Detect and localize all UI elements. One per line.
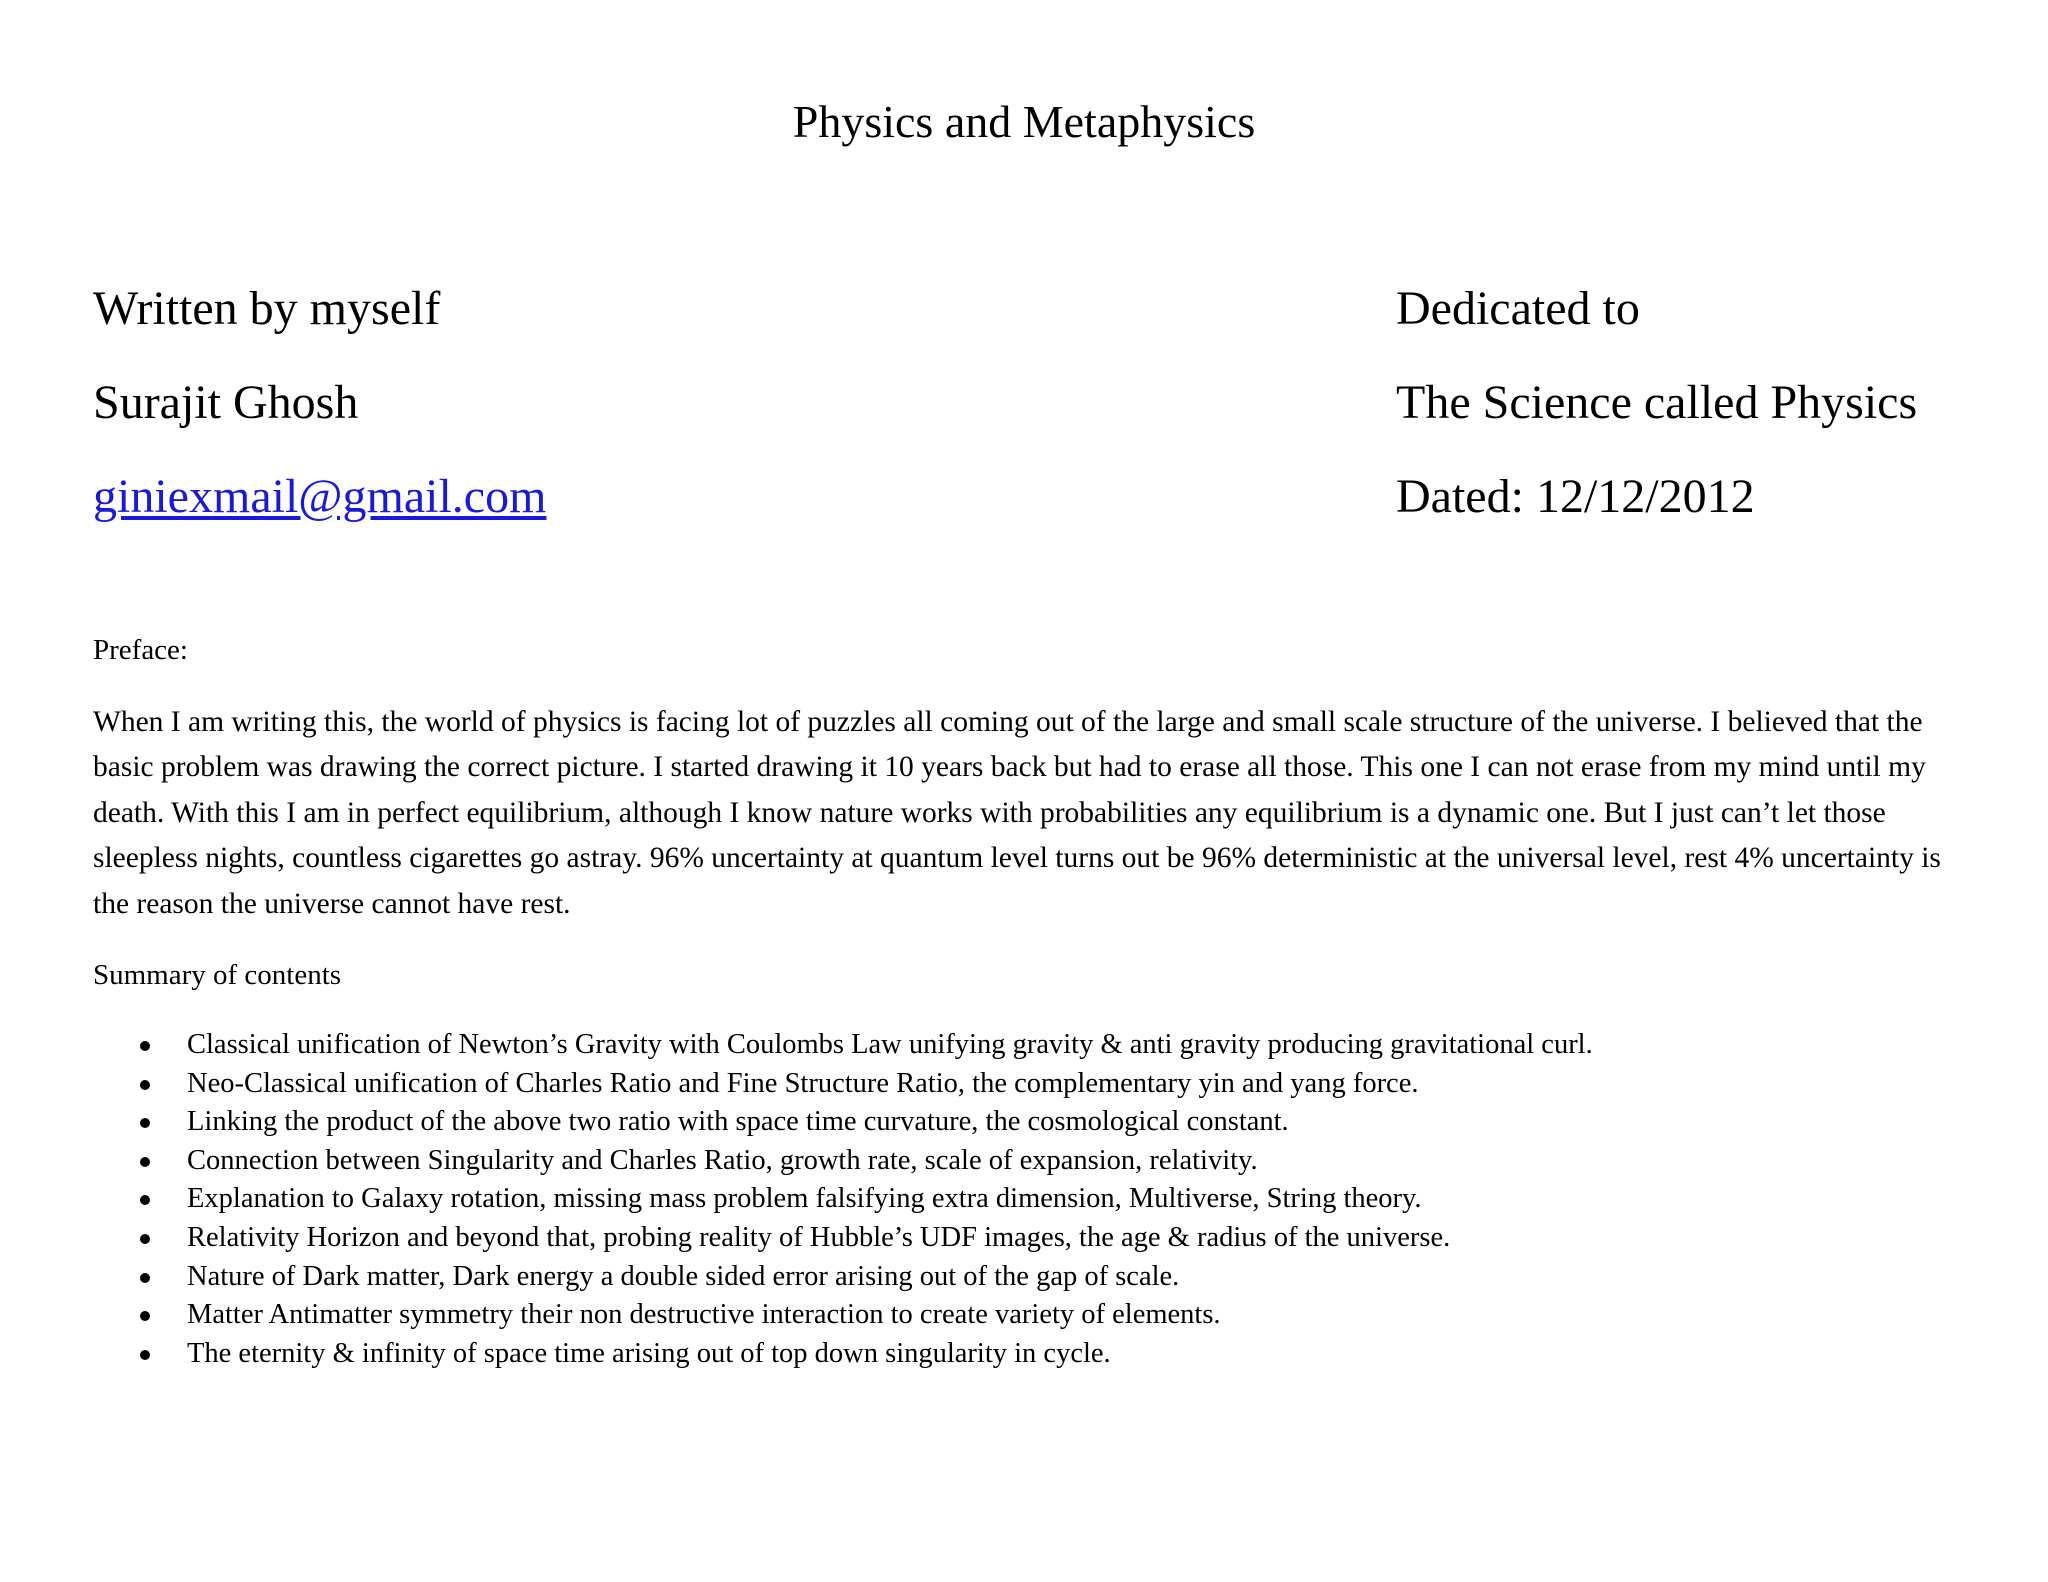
list-item-text: Explanation to Galaxy rotation, missing mass problem falsifying extra dimension, Multiverse, String theory. (187, 1183, 1422, 1215)
author-block (93, 280, 546, 562)
list-item-text: Nature of Dark matter, Dark energy a double sided error arising out of the gap of scale. (187, 1260, 1180, 1292)
bullet-icon (140, 1311, 150, 1321)
bullet-icon (140, 1041, 150, 1051)
bullet-icon (140, 1350, 150, 1360)
email-line (93, 468, 546, 562)
bullet-icon (140, 1080, 150, 1090)
dedication-block (1396, 280, 1917, 562)
written-by-label: Written by myself (93, 282, 441, 335)
list-item-text: The eternity & infinity of space time arising out of top down singularity in cycle. (187, 1337, 1111, 1369)
list-item (93, 1026, 1973, 1065)
bullet-icon (140, 1157, 150, 1167)
author-name: Surajit Ghosh (93, 376, 359, 429)
list-item (93, 1065, 1973, 1104)
bullet-icon (140, 1195, 150, 1205)
document-title: Physics and Metaphysics (792, 96, 1256, 147)
list-item (93, 1296, 1973, 1335)
summary-list (93, 1026, 1973, 1373)
list-item-text: Connection between Singularity and Charles Ratio, growth rate, scale of expansion, relativity. (187, 1144, 1258, 1176)
list-item (93, 1335, 1973, 1374)
list-item-text: Matter Antimatter symmetry their non destructive interaction to create variety of elements. (187, 1299, 1221, 1331)
dedicated-to-label: Dedicated to (1396, 282, 1640, 335)
email-link[interactable]: giniexmail@gmail.com (93, 470, 547, 523)
list-item-text: Neo-Classical unification of Charles Ratio and Fine Structure Ratio, the complementary yin and yang force. (187, 1067, 1419, 1099)
list-item-text: Classical unification of Newton’s Gravity with Coulombs Law unifying gravity & anti gravity producing gravitational curl. (187, 1029, 1593, 1060)
bullet-icon (140, 1234, 150, 1244)
preface-paragraph: When I am writing this, the world of physics is facing lot of puzzles all coming out of the large and small scale structure of the universe. I believed that the basic problem was drawing the correct picture. I started drawing it 10 years back but had to erase all those. This one I can not erase from my mind until my death. With this I am in perfect equilibrium, although I know nature works with probabilities any equilibrium is a dynamic one. But I just can’t let those sleepless nights, countless cigarettes go astray. 96% uncertainty at quantum level turns out be 96% deterministic at the universal level, rest 4% uncertainty is the reason the universe cannot have rest. (93, 706, 1941, 920)
dedicatee: The Science called Physics (1396, 376, 1918, 429)
bullet-icon (140, 1118, 150, 1128)
summary-heading: Summary of contents (93, 959, 342, 991)
list-item-text: Linking the product of the above two ratio with space time curvature, the cosmological constant. (187, 1106, 1289, 1138)
list-item (93, 1258, 1973, 1297)
list-item (93, 1219, 1973, 1258)
list-item (93, 1180, 1973, 1219)
list-item (93, 1103, 1973, 1142)
date-line: Dated: 12/12/2012 (1396, 470, 1755, 523)
bullet-icon (140, 1273, 150, 1283)
preface-heading: Preface: (93, 634, 188, 666)
list-item (93, 1142, 1973, 1181)
list-item-text: Relativity Horizon and beyond that, probing reality of Hubble’s UDF images, the age & radius of the universe. (187, 1221, 1451, 1253)
